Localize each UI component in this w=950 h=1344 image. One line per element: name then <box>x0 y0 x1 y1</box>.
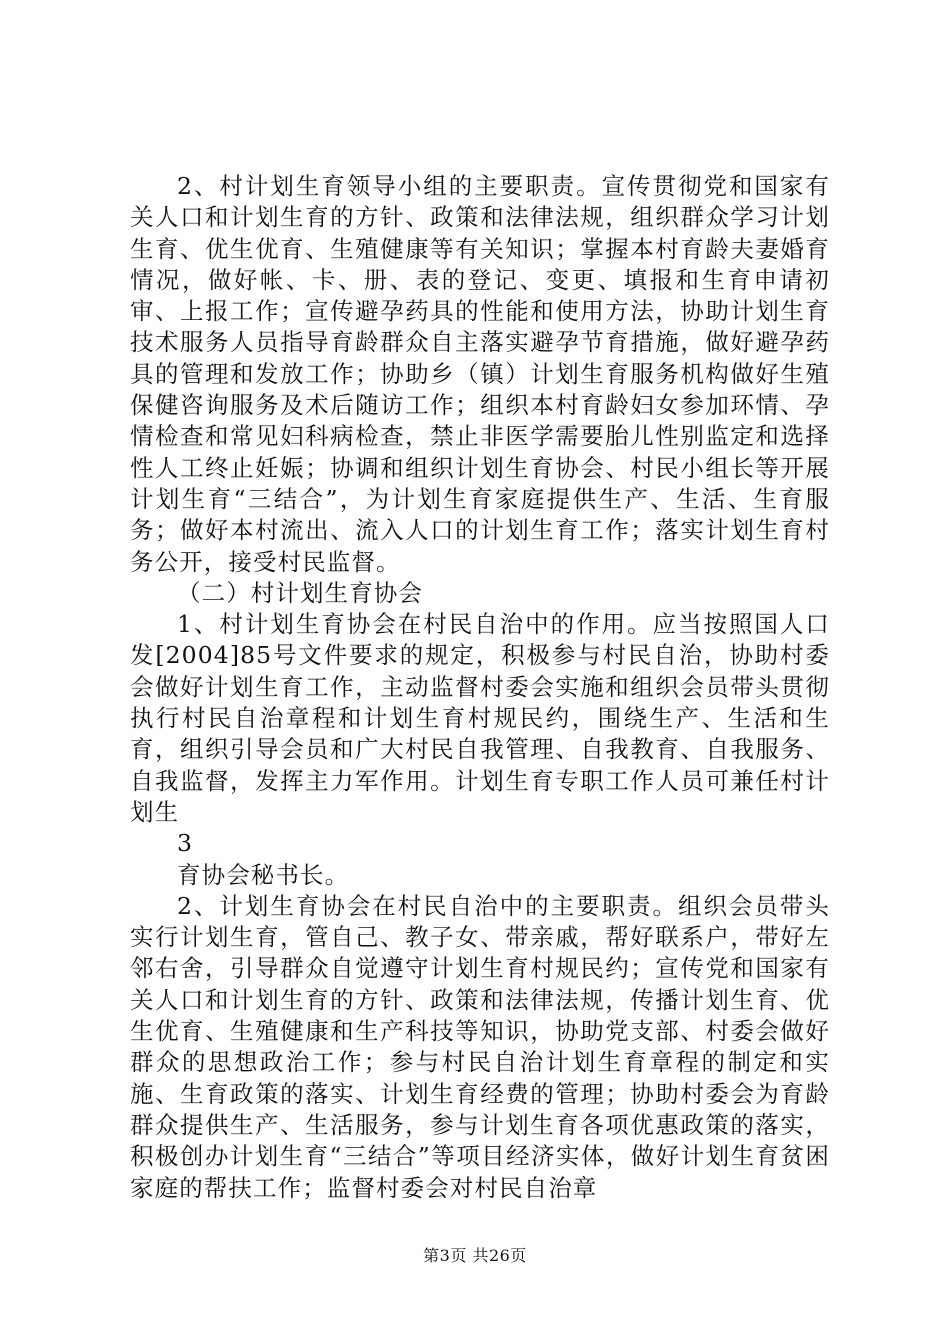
document-body <box>130 171 830 1204</box>
paragraph-continuation: 育协会秘书长。 <box>177 860 350 889</box>
page-footer: 第3页 共26页 <box>423 1246 527 1265</box>
paragraph-association-duties: 2、计划生育协会在村民自治中的主要职责。组织会员带头实行计划生育，管自己、教子女、带亲戚，帮好联系户，带好左邻右舍，引导群众自觉遵守计划生育村规民约；宣传党和国家有关人口和计划生育的方针、政策和法律法规，传播计划生育、优生优育、生殖健康和生产科技等知识，协助党支部、村委会做好群众的思想政治工作；参与村民自治计划生育章程的制定和实施、生育政策的落实、计划生育经费的管理；协助村委会为育龄群众提供生产、生活服务，参与计划生育各项优惠政策的落实，积极创办计划生育“三结合”等项目经济实体，做好计划生育贫困家庭的帮扶工作；监督村委会对村民自治章 <box>130 891 830 1202</box>
section-heading-association: （二）村计划生育协会 <box>177 578 423 607</box>
paragraph-association-role: 1、村计划生育协会在村民自治中的作用。应当按照国人口发[2004]85号文件要求的规定，积极参与村民自治，协助村委会做好计划生育工作，主动监督村委会实施和组织会员带头贯彻执行村民自治章程和计划生育村规民约，围绕生产、生活和生育，组织引导会员和广大村民自我管理、自我教育、自我服务、自我监督，发挥主力军作用。计划生育专职工作人员可兼任村计划生 <box>130 610 830 826</box>
paragraph-leading-group-duties: 2、村计划生育领导小组的主要职责。宣传贯彻党和国家有关人口和计划生育的方针、政策和法律法规，组织群众学习计划生育、优生优育、生殖健康等有关知识；掌握本村育龄夫妻婚育情况，做好帐、卡、册、表的登记、变更、填报和生育申请初审、上报工作；宣传避孕药具的性能和使用方法，协助计划生育技术服务人员指导育龄群众自主落实避孕节育措施，做好避孕药具的管理和发放工作；协助乡（镇）计划生育服务机构做好生殖保健咨询服务及术后随访工作；组织本村育龄妇女参加环情、孕情检查和常见妇科病检查，禁止非医学需要胎儿性别监定和选择性人工终止妊娠；协调和组织计划生育协会、村民小组长等开展计划生育“三结合”，为计划生育家庭提供生产、生活、生育服务；做好本村流出、流入人口的计划生育工作；落实计划生育村务公开，接受村民监督。 <box>130 172 830 576</box>
inline-page-number: 3 <box>177 829 194 858</box>
